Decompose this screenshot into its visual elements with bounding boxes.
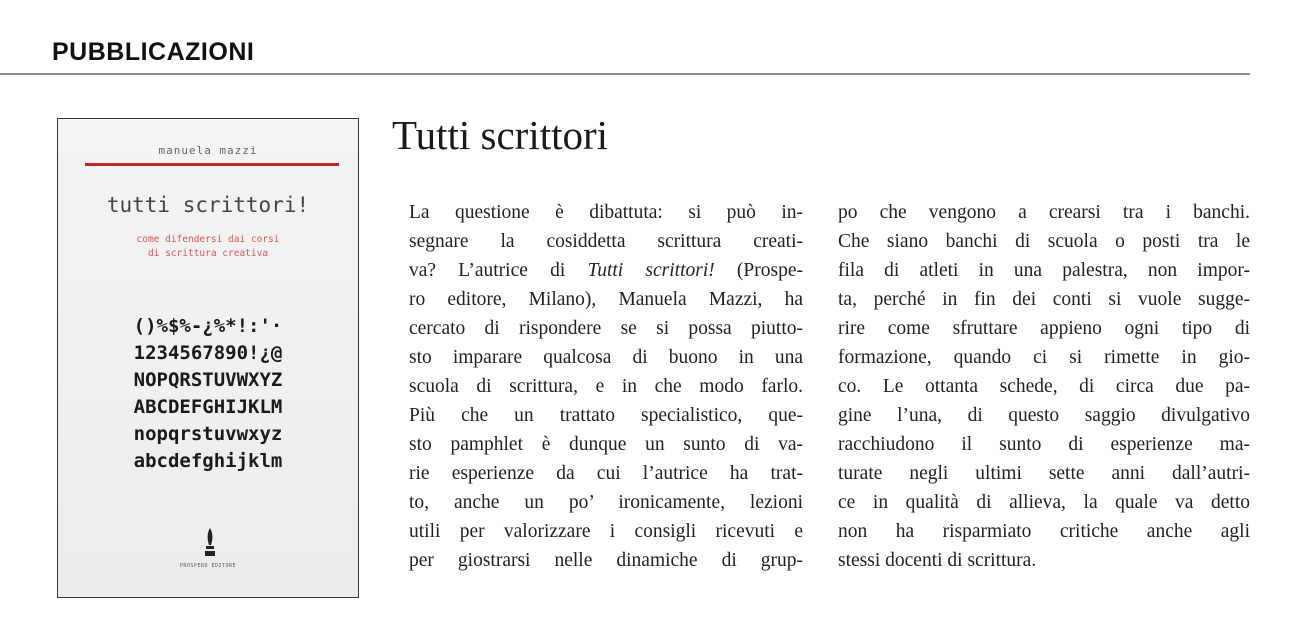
cover-author: manuela mazzi xyxy=(158,144,258,157)
text-line: scuola di scrittura, e in che modo farlo. xyxy=(409,376,803,397)
book-title-italic: Tutti scrittori! xyxy=(587,260,715,281)
text-line: utili per valorizzare i consigli ricevuti e xyxy=(409,521,803,542)
text-line: formazione, quando ci si rimette in gio- xyxy=(838,347,1250,368)
cover-subtitle-line: come difendersi dai corsi xyxy=(136,234,280,245)
text-line: sto pamphlet è dunque un sunto di va- xyxy=(409,434,803,455)
cover-glyph-row: 1234567890!¿@ xyxy=(133,342,283,364)
text-line: racchiudono il sunto di esperienze ma- xyxy=(838,434,1250,455)
text-line xyxy=(391,256,803,285)
text-line: rire come sfruttare appieno ogni tipo di xyxy=(838,318,1250,339)
text-line: sto imparare qualcosa di buono in una xyxy=(409,347,803,368)
cover-title: tutti scrittori! xyxy=(106,193,310,217)
cover-glyph-row: ()%$%-¿%*!:'· xyxy=(133,315,283,337)
text-line: segnare la cosiddetta scrittura creati- xyxy=(409,231,803,252)
cover-publisher: PROSPERO EDITORE xyxy=(179,563,237,569)
text-line: ce in qualità di allieva, la quale va detto xyxy=(838,492,1250,513)
text-line: cercato di rispondere se si possa piutto- xyxy=(409,318,803,339)
header-divider xyxy=(0,73,1250,75)
article-column-1 xyxy=(391,198,803,575)
text-fragment: (Prospe- xyxy=(714,260,804,281)
cover-glyph-row: nopqrstuvwxyz xyxy=(133,423,283,445)
text-line: stessi docenti di scrittura. xyxy=(838,550,1037,571)
article-column-2 xyxy=(838,198,1250,575)
cover-subtitle-line: di scrittura creativa xyxy=(147,248,269,259)
text-line: ro editore, Milano), Manuela Mazzi, ha xyxy=(409,289,803,310)
cover-subtitle xyxy=(58,233,358,261)
text-line: Che siano banchi di scuola o posti tra le xyxy=(838,231,1250,252)
cover-glyph-row: abcdefghijklm xyxy=(133,450,283,472)
text-fragment: va? L’autrice di xyxy=(409,260,588,281)
text-line: turate negli ultimi sette anni dall’autri- xyxy=(838,463,1250,484)
quill-icon xyxy=(203,527,217,557)
text-line: fila di atleti in una palestra, non impor- xyxy=(838,260,1250,281)
text-line: gine l’una, di questo saggio divulgativo xyxy=(838,405,1250,426)
text-line: to, anche un po’ ironicamente, lezioni xyxy=(409,492,803,513)
text-line: La questione è dibattuta: si può in- xyxy=(409,202,803,223)
text-line: ta, perché in fin dei conti si vuole sugge- xyxy=(838,289,1250,310)
cover-glyph-block xyxy=(58,313,358,475)
section-label: PUBBLICAZIONI xyxy=(52,38,255,66)
article-paragraph xyxy=(838,198,1250,575)
text-line: Più che un trattato specialistico, que- xyxy=(409,405,803,426)
text-line: rie esperienze da cui l’autrice ha trat- xyxy=(409,463,803,484)
book-cover xyxy=(57,118,359,598)
cover-accent-bar xyxy=(85,163,339,166)
cover-glyph-row: NOPQRSTUVWXYZ xyxy=(133,369,283,391)
article-headline: Tutti scrittori xyxy=(392,112,609,158)
text-line: po che vengono a crearsi tra i banchi. xyxy=(838,202,1250,223)
text-line: co. Le ottanta schede, di circa due pa- xyxy=(838,376,1250,397)
text-line: per giostrarsi nelle dinamiche di grup- xyxy=(409,550,803,571)
cover-glyph-row: ABCDEFGHIJKLM xyxy=(133,396,283,418)
article-paragraph xyxy=(391,198,803,575)
text-line: non ha risparmiato critiche anche agli xyxy=(838,521,1250,542)
